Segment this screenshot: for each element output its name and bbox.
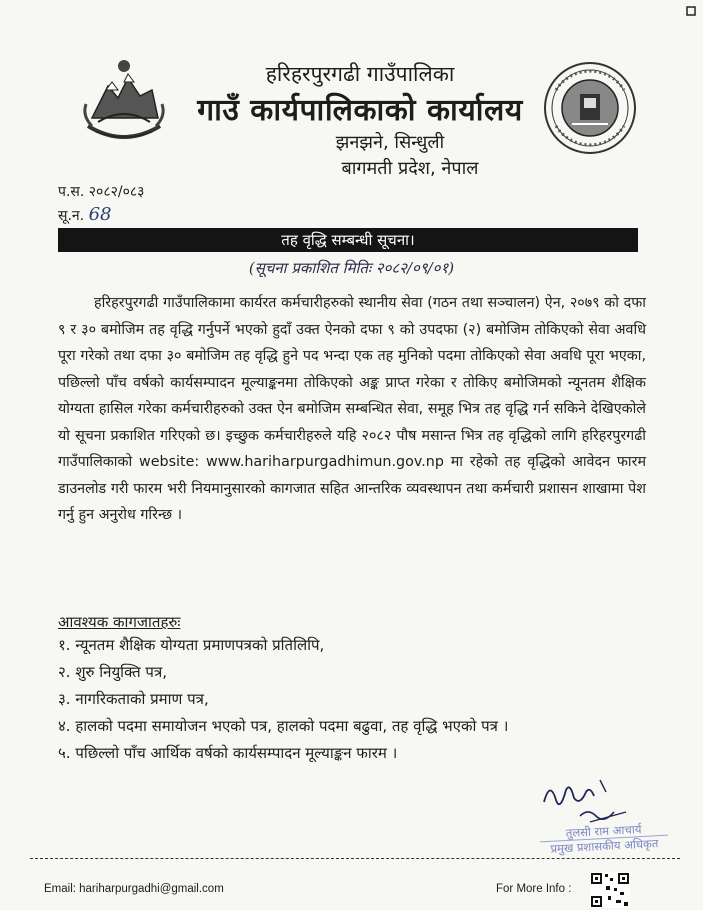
qr-code-icon[interactable] [590, 872, 630, 908]
footer-divider [30, 858, 680, 859]
office-address: झनझने, सिन्धुली [335, 132, 445, 153]
published-date [0, 258, 703, 278]
dispatch-number [58, 204, 112, 225]
list-item: ४. हालको पदमा समायोजन भएको पत्र, हालको पदमा बढुवा, तह वृद्धि भएको पत्र । [58, 717, 509, 735]
footer-more-info: For More Info : [496, 883, 572, 895]
letter-reference-number [58, 182, 144, 201]
dispatch-value: 68 [88, 204, 112, 225]
list-item: ३. नागरिकताको प्रमाण पत्र, [58, 690, 209, 708]
list-item: ५. पछिल्लो पाँच आर्थिक वर्षको कार्यसम्पादन मूल्याङ्कन फारम । [58, 744, 398, 762]
official-stamp [539, 821, 668, 857]
footer-email[interactable]: Email: hariharpurgadhi@gmail.com [44, 883, 224, 895]
office-title: गाउँ कार्यपालिकाको कार्यालय [197, 93, 523, 128]
notice-title-bar: तह वृद्धि सम्बन्धी सूचना। [58, 228, 638, 252]
notice-body: हरिहरपुरगढी गाउँपालिकामा कार्यरत कर्मचारीहरुको स्थानीय सेवा (गठन तथा सञ्चालन) ऐन, २०७९ को दफा ९ र ३० बमोजिम तह वृद्धि गर्नुपर्ने भएको हुदाँ उक्त ऐनको दफा ९ को उपदफा (२) बमोजिम तोकिएको सेवा अवधि पूरा गरेको तथा दफा ३० बमोजिम तह वृद्धि हुने पद भन्दा एक तह मुनिको पदमा तोकिएको सेवा अवधि पूरा भएका, पछिल्लो पाँच वर्षको कार्यसम्पादन मूल्याङ्कनमा तोकिएको अङ्क प्राप्त गरेका र तोकिए बमोजिमको न्यूनतम शैक्षिक योग्यता हासिल गरेका कर्मचारीहरुको उक्त ऐन बमोजिम सम्बन्धित सेवा, समूह भित्र तह वृद्धि गर्न सकिने देखिएकोले यो सूचना प्रकाशित गरिएको छ। इच्छुक कर्मचारीहरुले यहि २०८२ पौष मसान्त भित्र तह वृद्धिको लागि हरिहरपुरगढी गाउँपालिकाको website: www.hariharpurgadhimun.gov.np मा रहेको तह वृद्धिको आवेदन फारम डाउनलोड गरी फारम भरी नियमानुसारको कागजात सहित आन्तरिक व्यवस्थापन तथा कर्मचारी प्रशासन शाखामा पेश गर्नु हुन अनुरोध गरिन्छ । [58, 295, 646, 523]
requirements-list [58, 632, 658, 767]
published-date-text: (सूचना प्रकाशित मितिः २०८२/०९/०१) [248, 259, 455, 277]
list-item: २. शुरु नियुक्ति पत्र, [58, 663, 167, 681]
requirements-heading: आवश्यक कागजातहरुः [58, 613, 181, 631]
stamp-name: तुलसी राम आचार्य [539, 821, 668, 843]
municipality-name: हरिहरपुरगढी गाउँपालिका [265, 62, 455, 86]
stamp-designation: प्रमुख प्रशासकीय अधिकृत [550, 836, 659, 856]
dispatch-label: सू.न. [58, 208, 85, 224]
office-province: बागमती प्रदेश, नेपाल [341, 158, 479, 179]
reference-label: प.स. [58, 184, 85, 200]
reference-value: २०८२/०८३ [88, 184, 145, 200]
list-item: १. न्यूनतम शैक्षिक योग्यता प्रमाणपत्रको प्रतिलिपि, [58, 636, 325, 654]
nepal-emblem-icon [78, 56, 170, 148]
corner-mark-icon [686, 6, 696, 16]
